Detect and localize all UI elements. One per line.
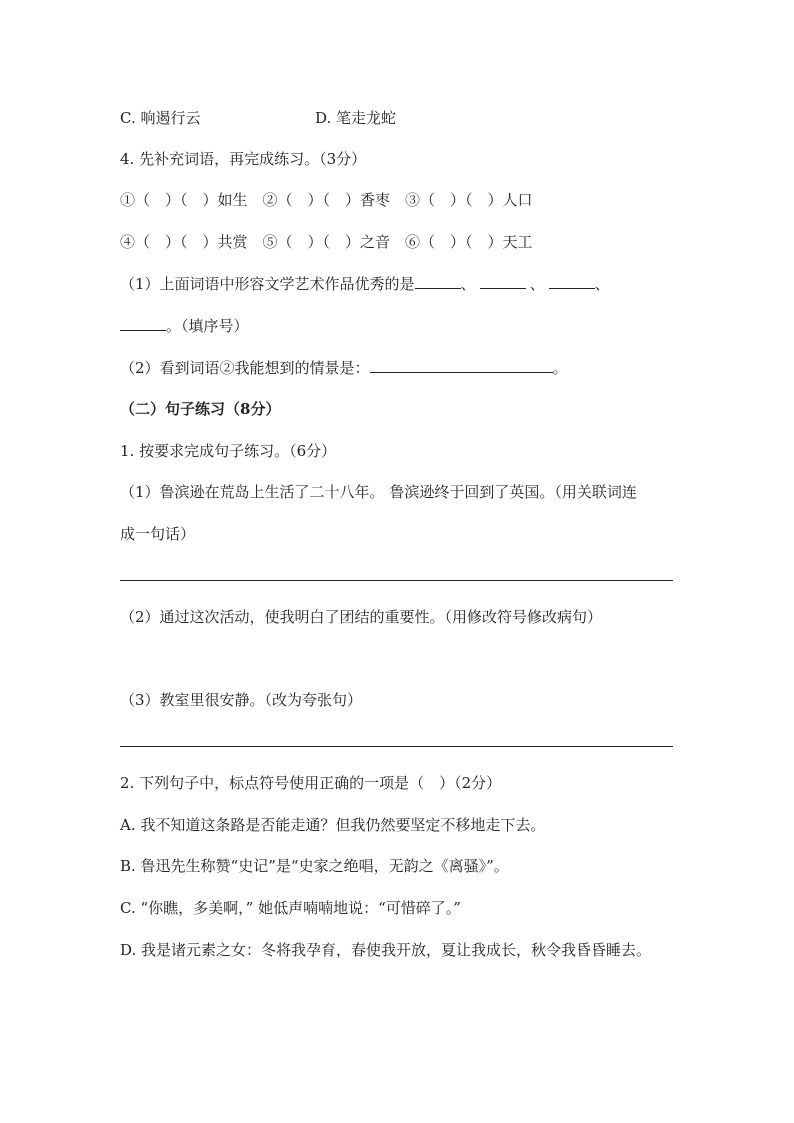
option-d: D. 笔走龙蛇 xyxy=(315,109,397,127)
q4-word-row-1: ①（ ）（ ）如生 ②（ ）（ ）香枣 ③（ ）（ ）人口 xyxy=(120,191,533,209)
s2-q1-1-line1: （1）鲁滨逊在荒岛上生活了二十八年。 鲁滨逊终于回到了英国。（用关联词连 xyxy=(120,483,637,501)
s2-q2-option-c: C. “你瞧，多美啊，” 她低声喃喃地说：“可惜碎了。” xyxy=(120,899,461,917)
q4-title: 4. 先补充词语，再完成练习。（3分） xyxy=(120,150,367,168)
q4-word-row-2: ④（ ）（ ）共赏 ⑤（ ）（ ）之音 ⑥（ ）（ ）天工 xyxy=(120,233,533,251)
q4-sub1-prompt: （1）上面词语中形容文学艺术作品优秀的是 xyxy=(120,275,415,293)
answer-line[interactable] xyxy=(120,580,673,581)
q3-options-row xyxy=(120,108,396,128)
option-c: C. 响遏行云 xyxy=(120,109,201,127)
s2-q2-option-b: B. 鲁迅先生称赞“史记”是“史家之绝唱，无韵之《离骚》”。 xyxy=(120,857,509,875)
q4-sub1-continued xyxy=(120,316,249,336)
answer-blank[interactable] xyxy=(549,274,595,289)
q4-sub2-end: 。 xyxy=(552,359,568,377)
answer-blank[interactable] xyxy=(480,274,526,289)
separator: 、 xyxy=(594,275,610,293)
answer-blank[interactable] xyxy=(370,358,553,373)
q4-sub1 xyxy=(120,274,610,294)
answer-line[interactable] xyxy=(120,746,673,747)
s2-q1-1-line2: 成一句话） xyxy=(120,525,196,543)
separator: 、 xyxy=(460,275,476,293)
answer-blank[interactable] xyxy=(415,274,461,289)
q4-sub2-prompt: （2）看到词语②我能想到的情景是： xyxy=(120,359,370,377)
q4-sub1-note: 。（填序号） xyxy=(166,317,249,335)
answer-blank[interactable] xyxy=(120,316,166,331)
s2-q1-2: （2）通过这次活动，使我明白了团结的重要性。（用修改符号修改病句） xyxy=(120,608,603,626)
s2-q1-3: （3）教室里很安静。（改为夸张句） xyxy=(120,691,363,709)
section-heading: （二）句子练习（8分） xyxy=(120,400,281,418)
q4-sub2 xyxy=(120,358,568,378)
s2-q2-option-a: A. 我不知道这条路是否能走通？但我仍然要坚定不移地走下去。 xyxy=(120,816,546,834)
s2-q2-title: 2. 下列句子中，标点符号使用正确的一项是（ ）（2分） xyxy=(120,774,502,792)
s2-q2-option-d: D. 我是诸元素之女：冬将我孕育，春使我开放，夏让我成长，秋令我昏昏睡去。 xyxy=(120,941,652,959)
s2-q1-title: 1. 按要求完成句子练习。（6分） xyxy=(120,442,337,460)
separator: 、 xyxy=(529,275,545,293)
